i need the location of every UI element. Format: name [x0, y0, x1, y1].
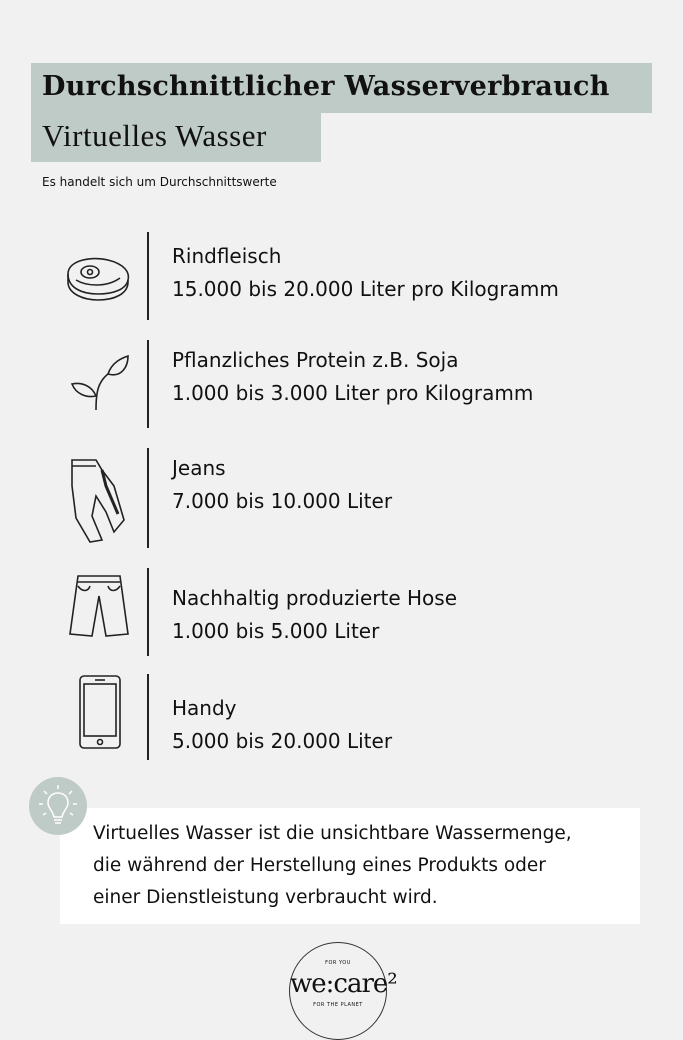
item-value: 15.000 bis 20.000 Liter pro Kilogramm	[172, 277, 559, 301]
list-item	[0, 340, 683, 428]
item-label: Nachhaltig produzierte Hose	[172, 586, 457, 610]
note: Es handelt sich um Durchschnittswerte	[42, 175, 277, 189]
divider	[147, 674, 149, 760]
divider	[147, 448, 149, 548]
list-item	[0, 232, 683, 320]
item-value: 7.000 bis 10.000 Liter	[172, 489, 393, 513]
steak-icon	[62, 250, 134, 302]
logo-tagline-top: FOR YOU	[325, 960, 351, 966]
list-item	[0, 448, 683, 548]
plant-icon	[62, 352, 134, 412]
info-line: die während der Herstellung eines Produkts oder	[93, 855, 546, 876]
item-value: 1.000 bis 5.000 Liter	[172, 619, 380, 643]
shorts-icon	[62, 572, 134, 638]
divider	[147, 568, 149, 656]
lightbulb-icon	[29, 777, 87, 835]
lightbulb-badge	[29, 777, 87, 835]
item-label: Pflanzliches Protein z.B. Soja	[172, 348, 459, 372]
jeans-icon	[62, 456, 134, 544]
page-subtitle: Virtuelles Wasser	[42, 118, 267, 153]
info-line: Virtuelles Wasser ist die unsichtbare Wassermenge,	[93, 823, 572, 844]
item-label: Rindfleisch	[172, 244, 282, 268]
item-label: Handy	[172, 696, 237, 720]
info-line: einer Dienstleistung verbraucht wird.	[93, 887, 438, 908]
page-title: Durchschnittlicher Wasserverbrauch	[42, 71, 610, 102]
divider	[147, 340, 149, 428]
item-value: 1.000 bis 3.000 Liter pro Kilogramm	[172, 381, 534, 405]
info-box	[60, 808, 640, 924]
item-value: 5.000 bis 20.000 Liter	[172, 729, 393, 753]
item-label: Jeans	[172, 456, 226, 480]
logo-wordmark: we:care²	[290, 969, 397, 999]
divider	[147, 232, 149, 320]
logo	[289, 942, 397, 1040]
list-item	[0, 568, 683, 656]
logo-tagline-bottom: FOR THE PLANET	[313, 1002, 363, 1008]
phone-icon	[62, 674, 134, 750]
list-item	[0, 674, 683, 760]
